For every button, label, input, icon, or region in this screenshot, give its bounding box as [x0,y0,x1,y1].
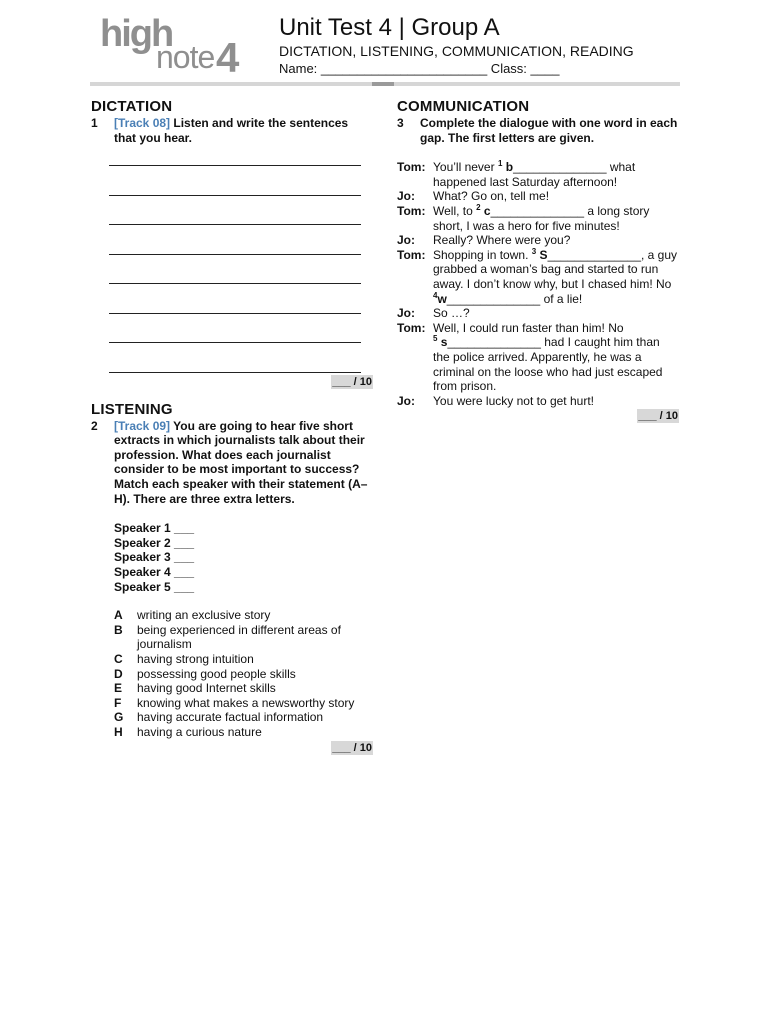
dictation-task [91,116,373,145]
speaker-label: Jo: [397,189,415,204]
communication-score [397,410,679,423]
listening-task [91,419,373,507]
option-item [114,710,373,725]
dialogue-line [397,248,679,306]
dialogue-text [433,248,679,306]
option-text: being experienced in different areas of journalism [137,622,341,652]
task-number: 3 [397,116,404,130]
speaker-item[interactable]: Speaker 2 ___ [114,535,195,550]
text-segment: Well, I could run faster than him! No [433,320,624,335]
dialogue-text: What? Go on, tell me! [433,189,550,204]
listening-title: LISTENING [91,400,173,418]
dialogue-line [397,394,679,409]
dictation-score [91,376,373,389]
option-letter: H [114,724,123,739]
gap-blank[interactable]: ______________ what happened last Saturday afternoon! [433,160,636,189]
page-subtitle: DICTATION, LISTENING, COMMUNICATION, READING [279,43,634,59]
option-item [114,696,373,711]
dialogue-text: Really? Where were you? [433,233,571,248]
speaker-label: Jo: [397,233,415,248]
option-item [114,623,373,652]
gap-letter: b [505,160,514,175]
score-box: ___ / 10 [332,741,372,754]
answer-line[interactable] [109,342,361,343]
option-letter: F [114,695,122,710]
track-label: [Track 08] [114,116,171,130]
track-label: [Track 09] [114,418,171,433]
instruction-text: You are going to hear five short extracts in which journalists talk about their profession. What does each journalist consider to be most important to success? Match each speaker with their statement (A–H). There are three extra letters. [114,418,368,506]
gap-blank[interactable]: ______________ of a lie! [446,291,583,306]
logo-high-text: high [100,13,173,55]
option-text: having a curious nature [137,724,262,739]
name-class-line: Name: _______________________ Class: ____ [279,61,560,76]
option-letter: E [114,681,123,696]
option-item [114,725,373,740]
gap-blank[interactable]: ______________, a guy grabbed a woman’s bag and started to run away. I don’t know why, but I chased him! No [433,247,678,291]
instruction-text: Listen and write the sentences that you hear. [114,116,349,145]
dialogue-line [397,321,679,394]
dialogue-text: You were lucky not to get hurt! [433,393,594,408]
score-box: ___ / 10 [638,410,678,423]
text-segment: You’ll never [433,160,498,175]
task-number: 2 [91,418,98,433]
speaker-item[interactable]: Speaker 1 ___ [114,521,195,536]
gap-number: 1 [497,159,503,169]
speaker-label: Tom: [397,160,426,175]
task-number: 1 [91,116,98,130]
option-item [114,681,373,696]
speaker-item[interactable]: Speaker 3 ___ [114,550,195,565]
gap-number: 4 [433,290,438,300]
score-box: ___ / 10 [332,375,372,388]
option-letter: C [114,652,123,666]
dialogue-text [433,321,679,394]
communication-title: COMMUNICATION [397,98,530,115]
right-column [397,98,679,423]
answer-line[interactable] [109,313,361,314]
dialogue-line [397,233,679,248]
task-instruction [114,419,373,507]
answer-line[interactable] [109,254,361,255]
answer-line[interactable] [109,372,361,373]
speaker-label: Tom: [397,320,426,335]
speaker-list [114,521,373,594]
option-letter: G [114,710,124,725]
page-title: Unit Test 4 | Group A [279,14,500,41]
dialogue-text [433,160,679,189]
dialogue-text [433,204,679,233]
option-text: having strong intuition [137,652,254,666]
speaker-label: Jo: [397,306,415,321]
text-segment: Shopping in town. [433,247,532,262]
option-item [114,667,373,682]
gap-letter: c [483,203,491,218]
task-instruction [114,116,373,145]
dialogue-line [397,160,679,189]
header-divider-accent [372,82,394,86]
dictation-title: DICTATION [91,98,173,115]
dialogue [397,160,679,408]
logo-note-text: note [156,39,215,75]
option-letter: A [114,608,123,623]
option-text: having accurate factual information [137,710,324,725]
gap-blank[interactable]: ______________ a long story short, I was a hero for five minutes! [433,203,650,233]
gap-number: 5 [433,334,438,344]
high-note-logo [100,13,250,81]
dialogue-line [397,306,679,321]
option-letter: D [114,666,123,681]
gap-number: 3 [531,246,537,256]
option-list [114,608,373,739]
speaker-item[interactable]: Speaker 4 ___ [114,565,195,580]
answer-line[interactable] [109,283,361,284]
task-instruction: Complete the dialogue with one word in each gap. The first letters are given. [420,116,678,145]
speaker-label: Tom: [397,203,426,218]
answer-line[interactable] [109,195,361,196]
answer-line[interactable] [109,224,361,225]
gap-blank[interactable]: ______________ had I caught him than the police arrived. Apparently, he was a criminal on the loose who had just escaped from prison. [433,335,663,394]
option-text: knowing what makes a newsworthy story [137,695,355,710]
communication-task [397,116,679,145]
answer-line[interactable] [109,165,361,166]
speaker-label: Tom: [397,247,426,262]
speaker-label: Jo: [397,393,415,408]
left-column [91,98,373,755]
option-text: writing an exclusive story [137,608,271,623]
option-text: having good Internet skills [137,681,276,696]
gap-letter: s [440,335,448,350]
gap-letter: w [437,291,447,306]
option-item [114,608,373,623]
speaker-item[interactable]: Speaker 5 ___ [114,579,195,594]
listening-score [91,742,373,755]
option-item [114,652,373,667]
gap-number: 2 [476,202,481,212]
gap-letter: S [539,247,548,262]
dialogue-line [397,204,679,233]
dialogue-text: So …? [433,306,470,321]
text-segment: Well, to [433,203,477,218]
dialogue-line [397,189,679,204]
option-letter: B [114,622,123,637]
logo-number: 4 [216,34,240,81]
option-text: possessing good people skills [137,666,296,681]
